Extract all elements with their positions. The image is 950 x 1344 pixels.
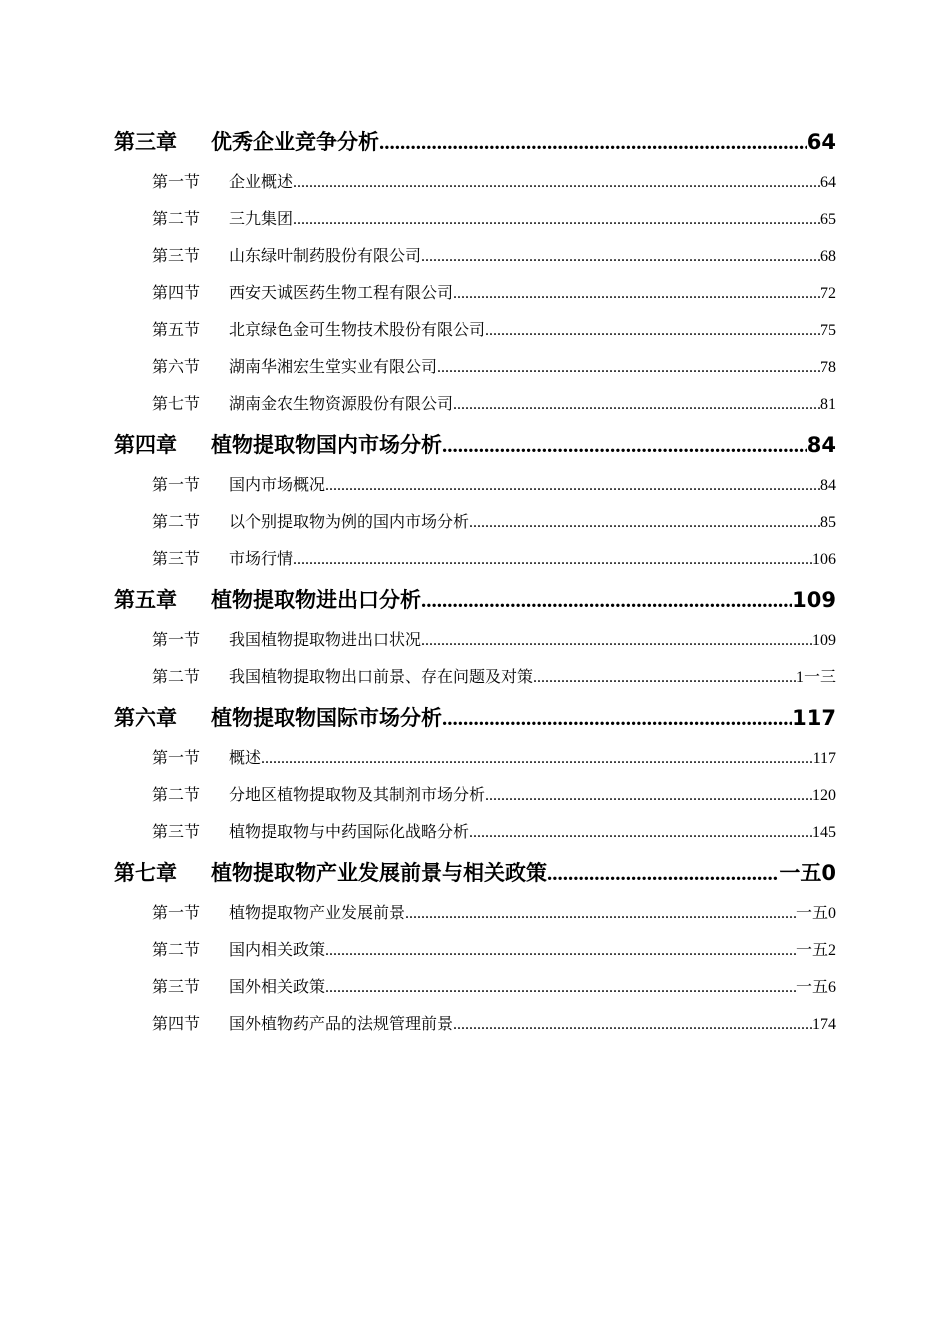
section-page-number: 65 xyxy=(820,211,836,228)
dot-leader xyxy=(442,704,792,732)
section-page-number: 75 xyxy=(820,322,836,339)
chapter-number: 第五章 xyxy=(114,588,177,612)
section-page-number: 78 xyxy=(820,359,836,376)
dot-leader xyxy=(453,1012,812,1036)
section-title: 分地区植物提取物及其制剂市场分析 xyxy=(229,785,486,804)
section-page-number: 109 xyxy=(812,632,836,649)
section-title: 国内相关政策 xyxy=(229,940,326,959)
chapter-title: 植物提取物产业发展前景与相关政策 xyxy=(211,861,547,885)
section-entry[interactable] xyxy=(114,746,836,769)
section-title: 市场行情 xyxy=(229,549,294,568)
section-entry[interactable] xyxy=(114,318,836,341)
dot-leader xyxy=(533,665,796,689)
section-page-number: 一五6 xyxy=(795,979,836,996)
section-number: 第三节 xyxy=(152,549,201,568)
section-number: 第一节 xyxy=(152,748,201,767)
section-page-number: 64 xyxy=(820,174,836,191)
section-title: 湖南金农生物资源股份有限公司 xyxy=(229,394,454,413)
chapter-entry[interactable] xyxy=(114,704,836,732)
chapter-entry[interactable] xyxy=(114,586,836,614)
section-entry[interactable] xyxy=(114,820,836,843)
section-title: 企业概述 xyxy=(229,172,294,191)
dot-leader xyxy=(469,820,812,844)
chapter-title: 优秀企业竞争分析 xyxy=(211,130,379,154)
dot-leader xyxy=(293,547,812,571)
toc-chapter xyxy=(114,859,836,1035)
dot-leader xyxy=(485,318,820,342)
section-number: 第二节 xyxy=(152,785,201,804)
section-page-number: 117 xyxy=(812,750,836,767)
toc-chapter xyxy=(114,128,836,415)
section-number: 第一节 xyxy=(152,172,201,191)
toc-chapter xyxy=(114,586,836,688)
section-page-number: 68 xyxy=(820,248,836,265)
section-number: 第三节 xyxy=(152,246,201,265)
section-entry[interactable] xyxy=(114,244,836,267)
section-entry[interactable] xyxy=(114,1012,836,1035)
dot-leader xyxy=(293,207,820,231)
section-entry[interactable] xyxy=(114,628,836,651)
section-entry[interactable] xyxy=(114,975,836,998)
chapter-entry[interactable] xyxy=(114,128,836,156)
section-page-number: 81 xyxy=(820,396,836,413)
dot-leader xyxy=(405,901,796,925)
chapter-title: 植物提取物国内市场分析 xyxy=(211,433,442,457)
dot-leader xyxy=(453,281,820,305)
section-page-number: 85 xyxy=(820,514,836,531)
section-entry[interactable] xyxy=(114,355,836,378)
section-title: 植物提取物与中药国际化战略分析 xyxy=(229,822,470,841)
section-title: 以个别提取物为例的国内市场分析 xyxy=(229,512,470,531)
dot-leader xyxy=(325,938,796,962)
chapter-page-number: 84 xyxy=(806,433,836,457)
chapter-title: 植物提取物国际市场分析 xyxy=(211,706,442,730)
chapter-number: 第六章 xyxy=(114,706,177,730)
section-entry[interactable] xyxy=(114,392,836,415)
dot-leader xyxy=(485,783,812,807)
dot-leader xyxy=(421,628,812,652)
chapter-entry[interactable] xyxy=(114,859,836,887)
dot-leader xyxy=(379,128,807,156)
section-entry[interactable] xyxy=(114,510,836,533)
section-number: 第四节 xyxy=(152,1014,201,1033)
chapter-entry[interactable] xyxy=(114,431,836,459)
dot-leader xyxy=(325,975,796,999)
dot-leader xyxy=(325,473,820,497)
section-entry[interactable] xyxy=(114,901,836,924)
section-number: 第一节 xyxy=(152,475,201,494)
section-title: 植物提取物产业发展前景 xyxy=(229,903,406,922)
dot-leader xyxy=(437,355,820,379)
toc-chapter xyxy=(114,431,836,570)
chapter-title: 植物提取物进出口分析 xyxy=(211,588,421,612)
section-number: 第五节 xyxy=(152,320,201,339)
chapter-page-number: 117 xyxy=(792,706,836,730)
dot-leader xyxy=(453,392,820,416)
dot-leader xyxy=(421,586,792,614)
section-entry[interactable] xyxy=(114,473,836,496)
section-title: 湖南华湘宏生堂实业有限公司 xyxy=(229,357,438,376)
section-number: 第二节 xyxy=(152,667,201,686)
section-number: 第七节 xyxy=(152,394,201,413)
section-entry[interactable] xyxy=(114,281,836,304)
section-page-number: 106 xyxy=(812,551,836,568)
section-entry[interactable] xyxy=(114,170,836,193)
dot-leader xyxy=(547,859,779,887)
section-title: 西安天诚医药生物工程有限公司 xyxy=(229,283,454,302)
section-entry[interactable] xyxy=(114,547,836,570)
section-number: 第一节 xyxy=(152,903,201,922)
section-title: 我国植物提取物出口前景、存在问题及对策 xyxy=(229,667,534,686)
section-entry[interactable] xyxy=(114,207,836,230)
section-title: 我国植物提取物进出口状况 xyxy=(229,630,422,649)
section-page-number: 一五2 xyxy=(795,942,836,959)
section-entry[interactable] xyxy=(114,783,836,806)
section-title: 国外相关政策 xyxy=(229,977,326,996)
section-number: 第二节 xyxy=(152,940,201,959)
section-page-number: 174 xyxy=(812,1016,836,1033)
section-page-number: 145 xyxy=(812,824,836,841)
section-entry[interactable] xyxy=(114,665,836,688)
section-number: 第二节 xyxy=(152,209,201,228)
section-entry[interactable] xyxy=(114,938,836,961)
dot-leader xyxy=(261,746,813,770)
section-number: 第三节 xyxy=(152,822,201,841)
chapter-page-number: 109 xyxy=(792,588,836,612)
section-page-number: 1一三 xyxy=(795,669,836,686)
chapter-number: 第四章 xyxy=(114,433,177,457)
section-title: 国外植物药产品的法规管理前景 xyxy=(229,1014,454,1033)
dot-leader xyxy=(469,510,820,534)
chapter-number: 第三章 xyxy=(114,130,177,154)
section-title: 概述 xyxy=(229,748,262,767)
section-page-number: 120 xyxy=(812,787,836,804)
section-title: 国内市场概况 xyxy=(229,475,326,494)
section-number: 第三节 xyxy=(152,977,201,996)
toc-chapter xyxy=(114,704,836,843)
section-title: 山东绿叶制药股份有限公司 xyxy=(229,246,422,265)
dot-leader xyxy=(293,170,820,194)
section-number: 第一节 xyxy=(152,630,201,649)
section-number: 第六节 xyxy=(152,357,201,376)
dot-leader xyxy=(442,431,807,459)
section-page-number: 一五0 xyxy=(795,905,836,922)
section-title: 北京绿色金可生物技术股份有限公司 xyxy=(229,320,486,339)
section-title: 三九集团 xyxy=(229,209,294,228)
chapter-number: 第七章 xyxy=(114,861,177,885)
section-number: 第四节 xyxy=(152,283,201,302)
chapter-page-number: 一五0 xyxy=(779,861,836,885)
table-of-contents xyxy=(114,128,836,1049)
section-page-number: 84 xyxy=(820,477,836,494)
section-page-number: 72 xyxy=(820,285,836,302)
section-number: 第二节 xyxy=(152,512,201,531)
dot-leader xyxy=(421,244,820,268)
chapter-page-number: 64 xyxy=(806,130,836,154)
